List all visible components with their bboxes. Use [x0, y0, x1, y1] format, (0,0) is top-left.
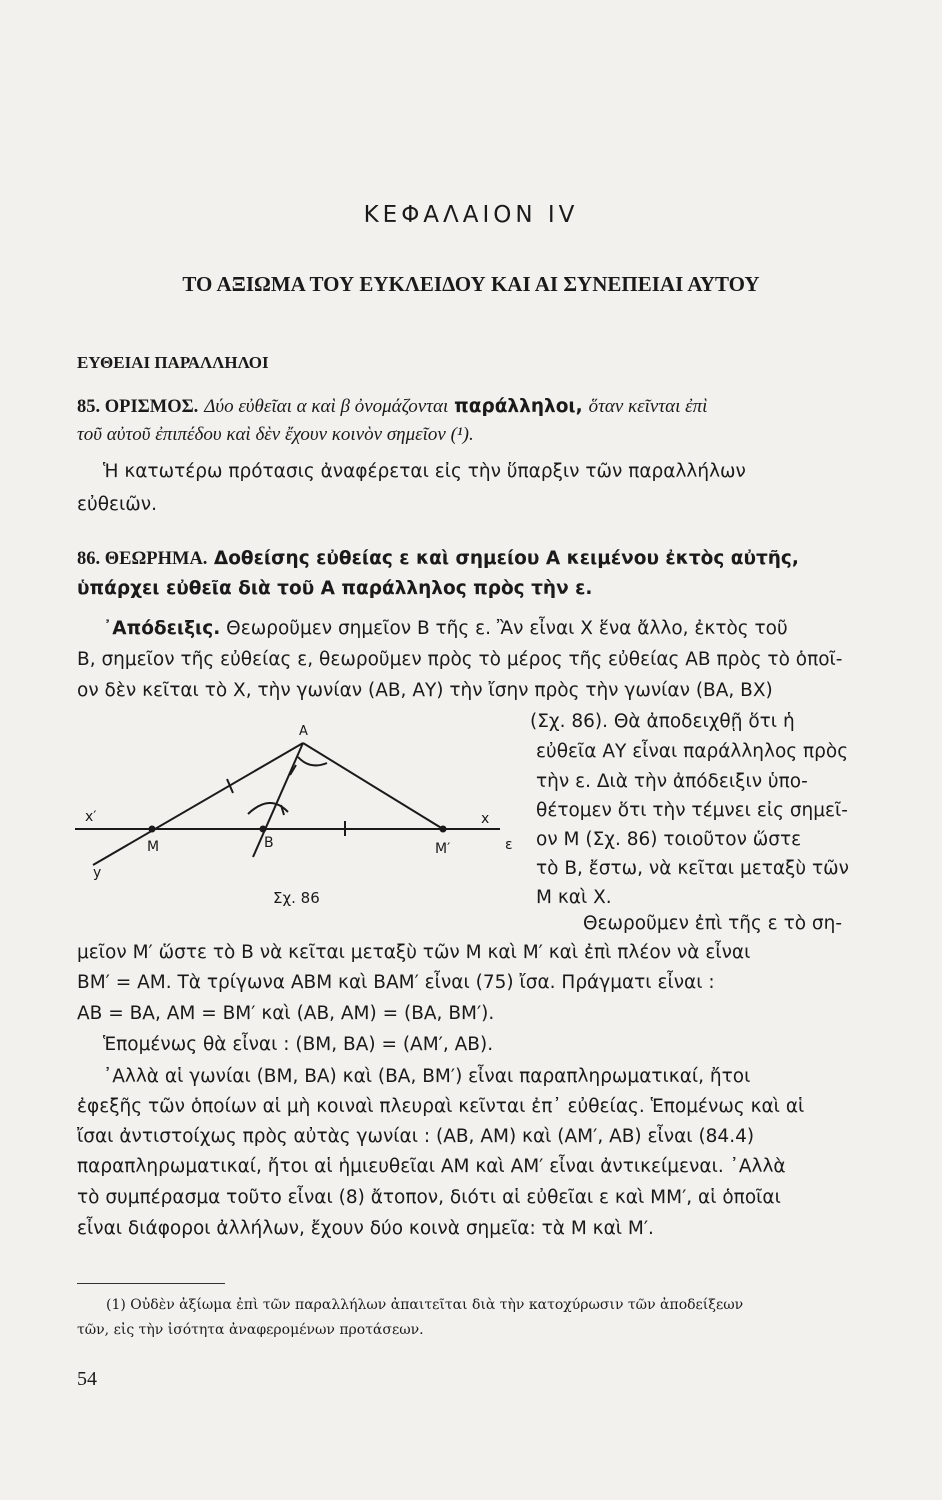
definition-85-line-1: [77, 396, 707, 418]
label-x: x: [481, 811, 490, 827]
label-x-prime: x′: [85, 809, 97, 825]
point-M: [149, 826, 156, 833]
proof-line: παραπληρωματικαί, ἤτοι αἱ ἡμιευθεῖαι ΑΜ καὶ ΑΜ′ εἶναι ἀντικείμεναι. ᾿Αλλὰ: [77, 1156, 786, 1177]
chapter-title: ΤΟ ΑΞΙΩΜΑ ΤΟΥ ΕΥΚΛΕΙΔΟΥ ΚΑΙ ΑΙ ΣΥΝΕΠΕΙΑΙ ΑΥΤΟΥ: [182, 272, 760, 296]
proof-line: ἐφεξῆς τῶν ὁποίων αἱ μὴ κοιναὶ πλευραὶ κεῖνται ἐπ᾿ εὐθείας. Ἑπομένως καὶ αἱ: [77, 1096, 805, 1117]
footnote-line-2: τῶν, εἰς τὴν ἰσότητα ἀναφερομένων προτάσεων.: [77, 1322, 424, 1338]
figure-86: [75, 715, 520, 915]
proof-text: Θεωροῦμεν σημεῖον Β τῆς ε. Ἂν εἶναι Χ ἕνα ἄλλο, ἐκτὸς τοῦ: [226, 618, 788, 639]
paragraph-line: εὐθειῶν.: [77, 494, 157, 515]
proof-line: ον δὲν κεῖται τὸ Χ, τὴν γωνίαν (ΑΒ, ΑΥ) τὴν ἴσην πρὸς τὴν γωνίαν (ΒΑ, ΒΧ): [77, 680, 773, 701]
line-AB: [253, 743, 303, 857]
theorem-text: Δοθείσης εὐθείας ε καὶ σημείου Α κειμένου ἐκτὸς αὐτῆς,: [213, 548, 799, 569]
proof-side-line: ον Μ (Σχ. 86) τοιοῦτον ὥστε: [536, 829, 802, 850]
footnote-line-1: (1) Οὐδὲν ἀξίωμα ἐπὶ τῶν παραλλήλων ἀπαιτεῖται διὰ τὴν κατοχύρωσιν τῶν ἀποδείξεων: [106, 1297, 744, 1313]
proof-line-1: [103, 618, 788, 639]
section-heading: ΕΥΘΕΙΑΙ ΠΑΡΑΛΛΗΛΟΙ: [77, 353, 269, 372]
label-M: M: [147, 839, 160, 855]
paragraph-line: Ἡ κατωτέρω πρότασις ἀναφέρεται εἰς τὴν ὕπαρξιν τῶν παραλλήλων: [103, 461, 746, 482]
proof-side-line: τὸ Β, ἔστω, νὰ κεῖται μεταξὺ τῶν: [536, 858, 849, 879]
proof-line: μεῖον Μ′ ὥστε τὸ Β νὰ κεῖται μεταξὺ τῶν Μ καὶ Μ′ καὶ ἐπὶ πλέον νὰ εἶναι: [77, 942, 751, 963]
proof-side-line: τὴν ε. Διὰ τὴν ἀπόδειξιν ὑπο-: [536, 771, 808, 792]
footnote-divider: [77, 1283, 225, 1284]
proof-side-line: Μ καὶ Χ.: [536, 887, 612, 908]
proof-line: ΑΒ = ΒΑ, ΑΜ = ΒΜ′ καὶ (ΑΒ, ΑΜ) = (ΒΑ, ΒΜ′).: [77, 1003, 495, 1024]
angle-arc-A: [298, 757, 327, 765]
label-B: B: [264, 835, 274, 851]
proof-side-line: θέτομεν ὅτι τὴν τέμνει εἰς σημεῖ-: [536, 800, 848, 821]
chapter-heading: ΚΕΦΑΛΑΙΟΝ IV: [363, 202, 579, 228]
theorem-86-line-1: [77, 548, 799, 570]
point-M-prime: [440, 826, 447, 833]
proof-side-line: εὐθεῖα ΑΥ εἶναι παράλληλος πρὸς: [536, 741, 849, 762]
page-number: 54: [77, 1368, 97, 1390]
theorem-label: 86. ΘΕΩΡΗΜΑ.: [77, 549, 208, 569]
label-M-prime: M′: [435, 841, 451, 857]
proof-line: Ἑπομένως θὰ εἶναι : (ΒΜ, ΒΑ) = (ΑΜ′, ΑΒ).: [103, 1034, 494, 1055]
proof-line: ΒΜ′ = ΑΜ. Τὰ τρίγωνα ΑΒΜ καὶ ΒΑΜ′ εἶναι (75) ἴσα. Πράγματι εἶναι :: [77, 972, 715, 993]
proof-line: Θεωροῦμεν ἐπὶ τῆς ε τὸ ση-: [583, 913, 843, 934]
line-AM-prime: [303, 743, 443, 829]
definition-85-line-2: τοῦ αὐτοῦ ἐπιπέδου καὶ δὲν ἔχουν κοινὸν σημεῖον (¹).: [77, 424, 474, 445]
label-epsilon: ε: [505, 837, 513, 853]
proof-line: τὸ συμπέρασμα τοῦτο εἶναι (8) ἄτοπον, διότι αἱ εὐθεῖαι ε καὶ ΜΜ′, αἱ ὁποῖαι: [77, 1187, 781, 1208]
label-y: y: [93, 865, 102, 881]
label-A: A: [299, 724, 308, 739]
proof-label: ᾿Απόδειξις.: [103, 618, 221, 639]
proof-line: Β, σημεῖον τῆς εὐθείας ε, θεωροῦμεν πρὸς τὸ μέρος τῆς εὐθείας ΑΒ πρὸς τὸ ὁποῖ-: [77, 649, 843, 670]
definition-text-end: ὅταν κεῖνται ἐπὶ: [588, 396, 708, 417]
definition-term: παράλληλοι,: [454, 396, 583, 417]
definition-text: Δύο εὐθεῖαι α καὶ β ὀνομάζονται: [204, 396, 449, 417]
definition-label: 85. ΟΡΙΣΜΟΣ.: [77, 397, 199, 417]
proof-line: εἶναι διάφοροι ἀλλήλων, ἔχουν δύο κοινὰ σημεῖα: τὰ Μ καὶ Μ′.: [77, 1218, 654, 1239]
proof-line: ἴσαι ἀντιστοίχως πρὸς αὐτὰς γωνίαι : (ΑΒ, ΑΜ) καὶ (ΑΜ′, ΑΒ) εἶναι (84.4): [77, 1126, 755, 1147]
theorem-86-line-2: ὑπάρχει εὐθεῖα διὰ τοῦ Α παράλληλος πρὸς τὴν ε.: [77, 578, 593, 599]
figure-caption: Σχ. 86: [273, 889, 320, 907]
point-B: [260, 826, 267, 833]
proof-side-line: (Σχ. 86). Θὰ ἀποδειχθῇ ὅτι ἡ: [530, 711, 795, 732]
proof-line: ᾿Αλλὰ αἱ γωνίαι (ΒΜ, ΒΑ) καὶ (ΒΑ, ΒΜ′) εἶναι παραπληρωματικαί, ἤτοι: [103, 1066, 751, 1087]
